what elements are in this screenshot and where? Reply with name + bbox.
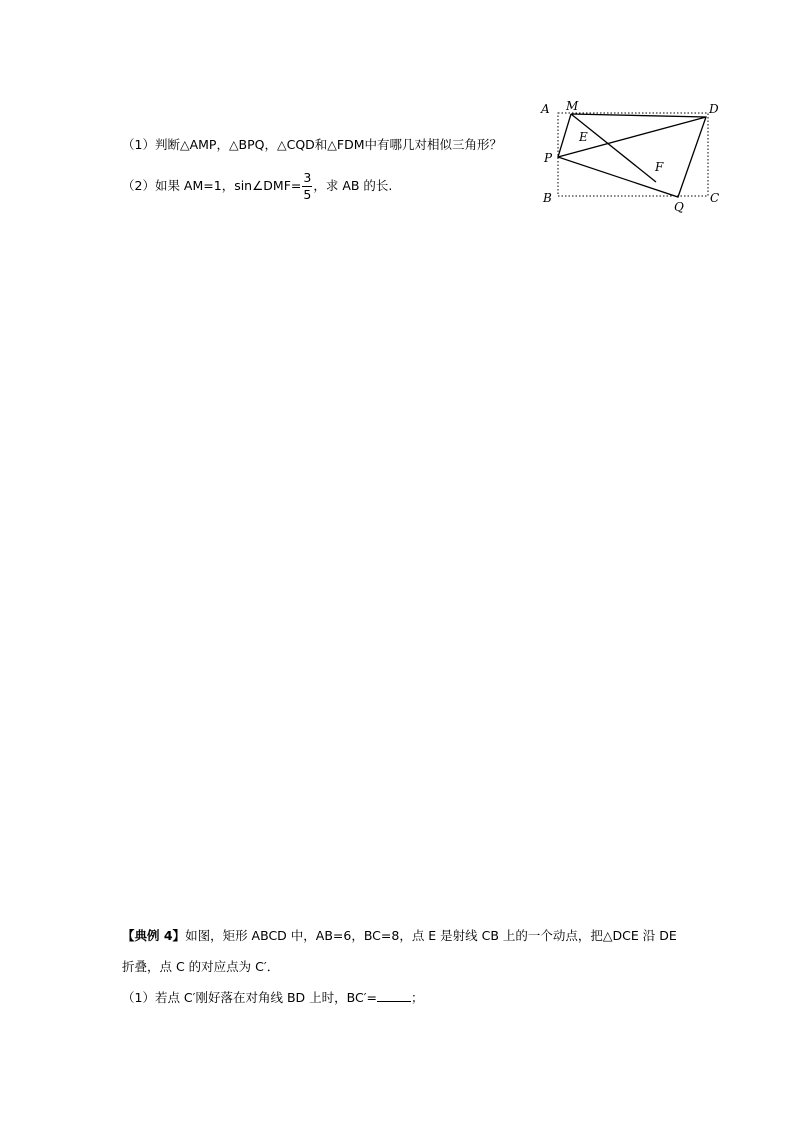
question-1-text: （1）判断△AMP，△BPQ，△CQD和△FDM中有哪几对相似三角形？ [122,137,503,152]
label-c: C [710,191,720,205]
segment-mf [571,114,656,182]
fraction [302,172,312,201]
label-a: A [541,102,550,116]
fraction-denominator: 5 [303,186,312,202]
answer-blank[interactable] [377,990,411,1002]
label-q: Q [674,200,684,214]
geometry-figure [536,96,726,216]
label-f: F [655,160,664,174]
example-4-q1-prefix: （1）若点 C′刚好落在对角线 BD 上时，BC′= [122,990,378,1005]
example-4-tag: 【典例 4】 [122,928,186,943]
dotted-rectangle [558,113,708,196]
question-2-prefix: （2）如果 AM=1，sin∠DMF= [122,178,302,193]
example-4-question-1 [122,988,424,1006]
example-4-q1-suffix: ； [411,990,424,1005]
example-4-line-2 [122,957,279,975]
label-m: M [566,99,579,113]
example-4-text-2: 折叠，点 C 的对应点为 C′． [122,959,280,974]
question-2-suffix: ，求 AB 的长. [313,178,393,193]
example-4-line-1 [122,926,677,944]
question-2 [122,172,392,201]
example-4-text: 如图，矩形 ABCD 中，AB=6，BC=8，点 E 是射线 CB 上的一个动点，把△DCE 沿 DE [185,928,677,943]
label-d: D [709,102,719,116]
label-p: P [544,151,553,165]
label-b: B [543,191,552,205]
label-e: E [579,130,588,144]
fold-lines [558,114,706,197]
fraction-numerator: 3 [303,170,312,185]
question-1 [122,135,502,153]
